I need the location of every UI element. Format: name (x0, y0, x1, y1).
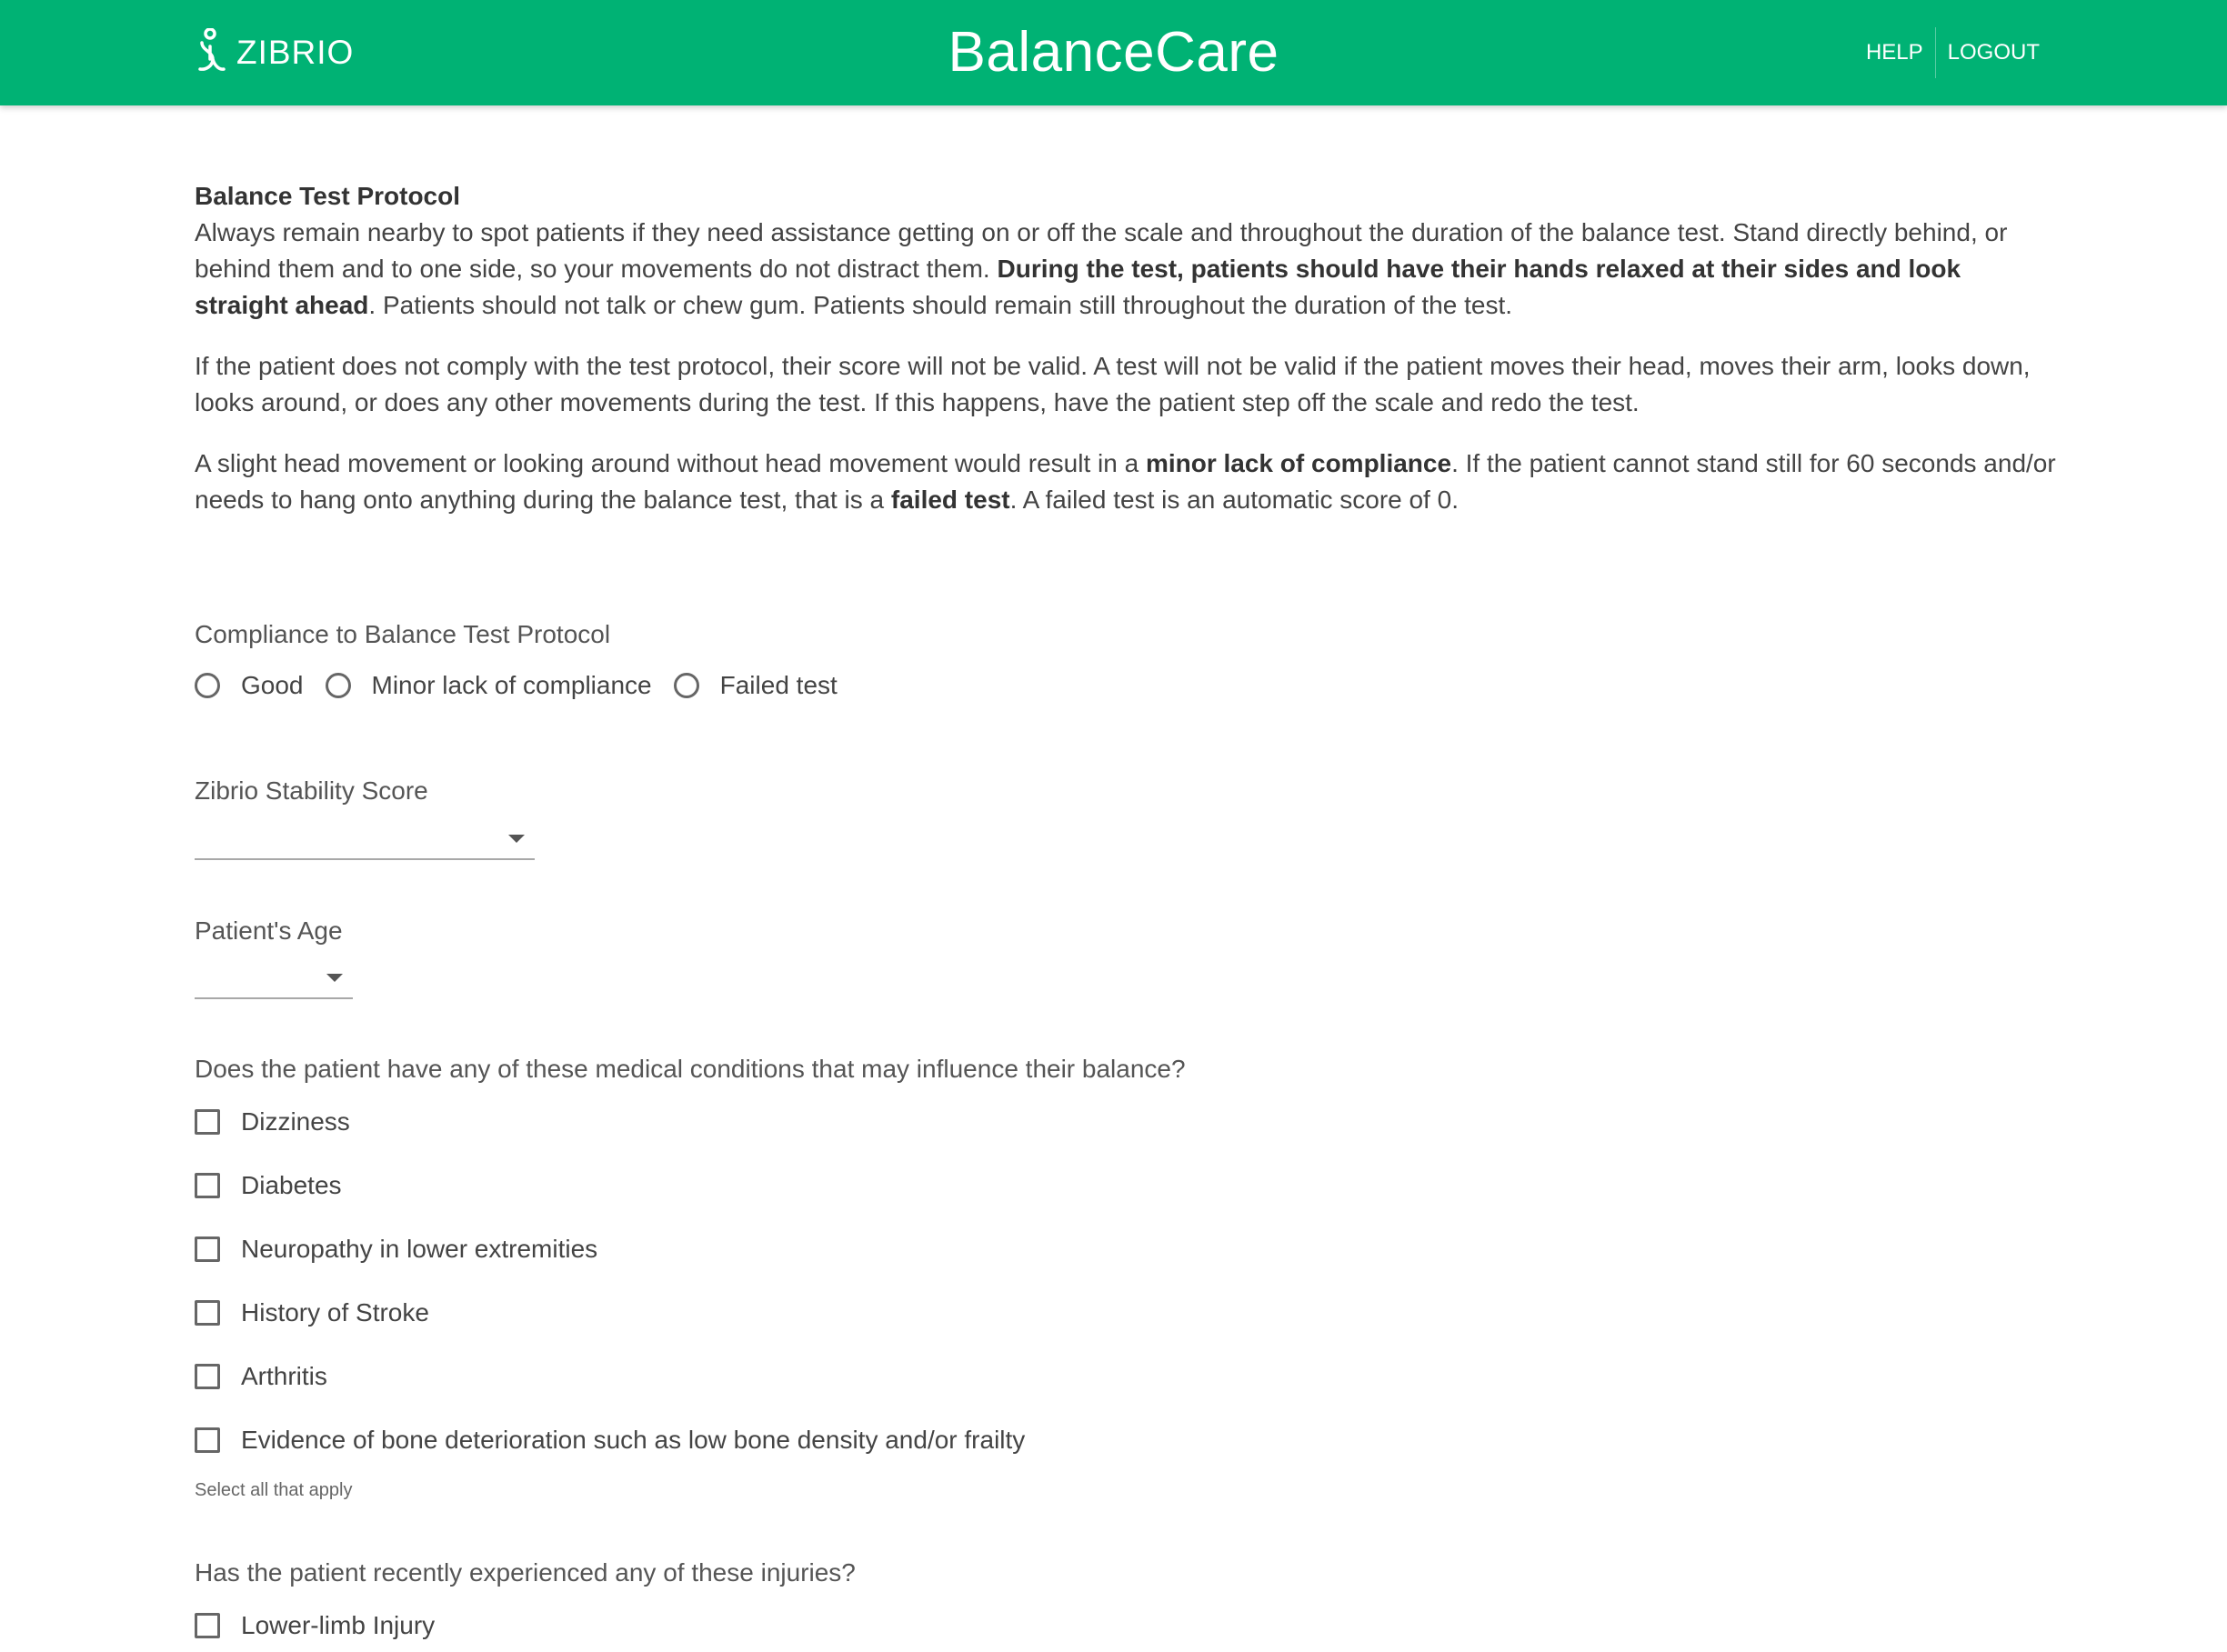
radio-failed-test-label[interactable]: Failed test (719, 671, 838, 699)
compliance-radio-group (195, 667, 859, 704)
chevron-down-icon (326, 974, 343, 982)
condition-diabetes[interactable] (195, 1167, 342, 1204)
injuries-label: Has the patient recently experienced any of these injuries? (195, 1558, 856, 1587)
checkbox-dizziness[interactable] (195, 1109, 220, 1135)
checkbox-history-of-stroke[interactable] (195, 1300, 220, 1326)
logout-link[interactable]: LOGOUT (1947, 40, 2040, 65)
checkbox-label[interactable]: Neuropathy in lower extremities (241, 1235, 598, 1263)
checkbox-label[interactable]: Lower-limb Injury (241, 1611, 436, 1639)
stability-score-select[interactable] (195, 822, 535, 860)
checkbox-arthritis[interactable] (195, 1364, 220, 1389)
protocol-p3-text-mid: . If the patient cannot stand still for 60 seconds and/or needs to hang onto anything during the balance test, that is a (195, 449, 2056, 514)
checkbox-bone-deterioration[interactable] (195, 1427, 220, 1453)
protocol-section (195, 178, 2059, 543)
conditions-label: Does the patient have any of these medical conditions that may influence their balance? (195, 1055, 1186, 1083)
condition-dizziness[interactable] (195, 1104, 350, 1140)
radio-failed-test[interactable] (674, 673, 699, 698)
checkbox-label[interactable]: Dizziness (241, 1107, 350, 1136)
checkbox-diabetes[interactable] (195, 1173, 220, 1198)
chevron-down-icon (508, 835, 525, 843)
protocol-p3-text: A slight head movement or looking around without head movement would result in a (195, 449, 1146, 477)
checkbox-label[interactable]: Evidence of bone deterioration such as low bone density and/or frailty (241, 1426, 1026, 1454)
protocol-p3-text-end: . A failed test is an automatic score of 0. (1009, 486, 1459, 514)
protocol-p1-text: Always remain nearby to spot patients if they need assistance getting on or off the scale and throughout the duration of the balance test. Stand directly behind, or behind them and to one side, so your movements do not distract them. (195, 218, 2008, 283)
condition-bone-deterioration[interactable] (195, 1422, 1025, 1458)
top-nav (1854, 25, 2051, 80)
help-link[interactable]: HELP (1865, 40, 1923, 65)
app-title: BalanceCare (948, 21, 1279, 84)
protocol-p1-text-end: . Patients should not talk or chew gum. Patients should remain still throughout the duration of the test. (368, 291, 1512, 319)
conditions-hint: Select all that apply (195, 1480, 353, 1500)
protocol-paragraph-3 (195, 446, 2059, 518)
checkbox-label[interactable]: Arthritis (241, 1362, 327, 1390)
radio-minor-lack-of-compliance[interactable] (326, 673, 351, 698)
protocol-title: Balance Test Protocol (195, 182, 461, 210)
injury-lower-limb[interactable] (195, 1607, 435, 1644)
checkbox-label[interactable]: Diabetes (241, 1171, 342, 1199)
checkbox-neuropathy[interactable] (195, 1236, 220, 1262)
compliance-label: Compliance to Balance Test Protocol (195, 620, 611, 648)
logo-text: ZIBRIO (236, 34, 355, 71)
radio-good[interactable] (195, 673, 220, 698)
condition-history-of-stroke[interactable] (195, 1295, 429, 1331)
radio-good-label[interactable]: Good (241, 671, 304, 699)
protocol-paragraph-2: If the patient does not comply with the test protocol, their score will not be valid. A test will not be valid if the patient moves their head, moves their arm, looks down, looks around, or does any other movements during the test. If this happens, have the patient step off the scale and redo the test. (195, 352, 2031, 416)
condition-arthritis[interactable] (195, 1358, 327, 1395)
protocol-p1-emphasis: During the test, patients should have their hands relaxed at their sides and look straight ahead (195, 255, 1961, 319)
stability-score-label: Zibrio Stability Score (195, 776, 428, 805)
checkbox-lower-limb-injury[interactable] (195, 1613, 220, 1638)
condition-neuropathy[interactable] (195, 1231, 597, 1267)
protocol-paragraph-1 (195, 215, 2059, 324)
checkbox-label[interactable]: History of Stroke (241, 1298, 429, 1327)
radio-minor-lack-label[interactable]: Minor lack of compliance (371, 671, 652, 699)
patient-age-label: Patient's Age (195, 916, 343, 945)
top-app-bar (0, 0, 2227, 105)
protocol-p3-emphasis-failed: failed test (890, 486, 1010, 514)
protocol-p3-emphasis-minor: minor lack of compliance (1145, 449, 1452, 477)
patient-age-select[interactable] (195, 961, 353, 999)
